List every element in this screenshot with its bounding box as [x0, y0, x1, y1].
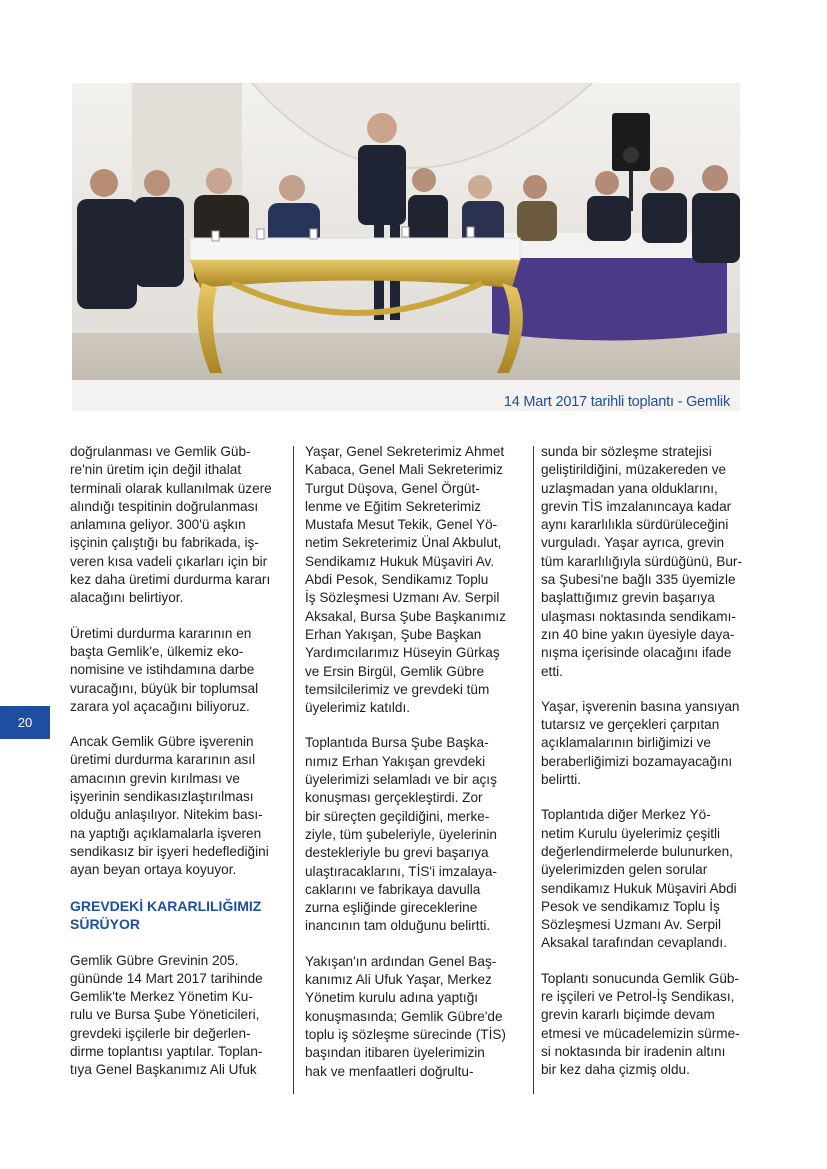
- paragraph: Toplantıda diğer Merkez Yö- netim Kurulu üyelerimiz çeşitli değerlendirmelerde bulunurken, üyelerimizden gelen sorular sendikamız Hukuk Müşaviri Abdi Pesok ve sendikamız Toplu İş Sözleşmesi Uzmanı Av. Serpil Aksakal tarafından cevaplandı.: [541, 807, 737, 951]
- column-divider: [293, 446, 294, 1094]
- paragraph: Gemlik Gübre Grevinin 205. gününde 14 Mart 2017 tarihinde Gemlik'te Merkez Yönetim Ku- rulu ve Bursa Şube Yöneticileri, grevdeki işçilerle bir değerlen- dirme toplantısı yaptılar. Toplan- tıya Genel Başkanımız Ali Ufuk: [70, 952, 263, 1078]
- column-divider: [533, 446, 534, 1094]
- paragraph: Toplantı sonucunda Gemlik Güb- re işçileri ve Petrol-İş Sendikası, grevin kararlı biçimde devam etmesi ve mücadelemizin sürme- si noktasında bir iradenin altını bir kez daha çizmiş oldu.: [541, 970, 740, 1078]
- page-number: [0, 706, 50, 739]
- paragraph: Üretimi durdurma kararının en başta Gemlik'e, ülkemiz eko- nomisine ve istihdamına darbe vuracağını, büyük bir toplumsal zarara yol açacağını biliyoruz.: [70, 625, 259, 714]
- paragraph: doğrulanması ve Gemlik Güb- re'nin üretim için değil ithalat terminali olarak kullanılmak üzere alındığı tespitinin doğrulanması anlamına geliyor. 300'ü aşkın işçinin çalıştığı bu fabrikada, iş- veren kısa vadeli çıkarları için bir kez daha üretimi durdurma kararı alacağını belirtiyor.: [70, 444, 272, 606]
- page-number-label: 20: [17, 715, 33, 730]
- photo-caption: 14 Mart 2017 tarihli toplantı - Gemlik: [503, 394, 730, 410]
- meeting-photo-illustration: [72, 83, 740, 411]
- text-column-1: [70, 443, 292, 1097]
- section-heading: GREVDEKİ KARARLILIĞIMIZ SÜRÜYOR: [70, 897, 262, 933]
- meeting-photo: [72, 83, 740, 411]
- text-column-2: [305, 443, 527, 1098]
- text-column-3: [541, 443, 763, 1097]
- paragraph: Toplantıda Bursa Şube Başka- nımız Erhan Yakışan grevdeki üyelerimizi selamladı ve bir açış konuşması gerçekleştirdi. Zor bir süreçten geçildiğini, merke- ziyle, tüm şubeleriyle, üyelerinin destekleriyle bu grevi başarıya ulaştıracaklarını, TİS'i imzalaya- caklarını ve fabrikaya davulla zurna eşliğinde gireceklerine inancının tam olduğunu belirtti.: [305, 735, 497, 934]
- paragraph: Yaşar, Genel Sekreterimiz Ahmet Kabaca, Genel Mali Sekreterimiz Turgut Düşova, Genel Örgüt- lenme ve Eğitim Sekreterimiz Mustafa Mesut Tekik, Genel Yö- netim Sekreterimiz Ünal Akbulut, Sendikamız Hukuk Müşaviri Av. Abdi Pesok, Sendikamız Toplu İş Sözleşmesi Uzmanı Av. Serpil Aksakal, Bursa Şube Başkanımız Erhan Yakışan, Şube Başkan Yardımcılarımız Hüseyin Gürkaş ve Ersin Birgül, Gemlik Gübre temsilcilerimiz ve grevdeki tüm üyelerimiz katıldı.: [305, 444, 506, 716]
- paragraph: Yakışan'ın ardından Genel Baş- kanımız Ali Ufuk Yaşar, Merkez Yönetim kurulu adına yaptığı konuşmasında; Gemlik Gübre'de toplu iş sözleşme sürecinde (TİS) başından itibaren üyelerimizin hak ve menfaatleri doğrultu-: [305, 953, 506, 1079]
- paragraph: Yaşar, işverenin basına yansıyan tutarsız ve gerçekleri çarpıtan açıklamalarının birliğimizi ve beraberliğimizi bozamayacağını belirtti.: [541, 698, 740, 788]
- paragraph: Ancak Gemlik Gübre işverenin üretimi durdurma kararının asıl amacının grevin kırılması ve işyerinin sendikasızlaştırılması olduğu anlaşılıyor. Nitekim bası- na yaptığı açıklamalarla işveren sendikasız bir işyeri hedeflediğini ayan beyan ortaya koyuyor.: [70, 734, 269, 878]
- paragraph: sunda bir sözleşme stratejisi geliştirildiğini, müzakereden ve uzlaşmadan yana olduklarını, grevin TİS imzalanıncaya kadar aynı kararlılıkla sürdürüleceğini vurguladı. Yaşar ayrıca, grevin tüm kararlılığıyla sürdüğünü, Bur- sa Şubesi'ne bağlı 335 üyemizle başlattığımız grevin başarıya ulaşması noktasında sendikamı- zın 40 bine yakın üyesiyle daya- nışma içerisinde olacağını ifade etti.: [541, 444, 742, 679]
